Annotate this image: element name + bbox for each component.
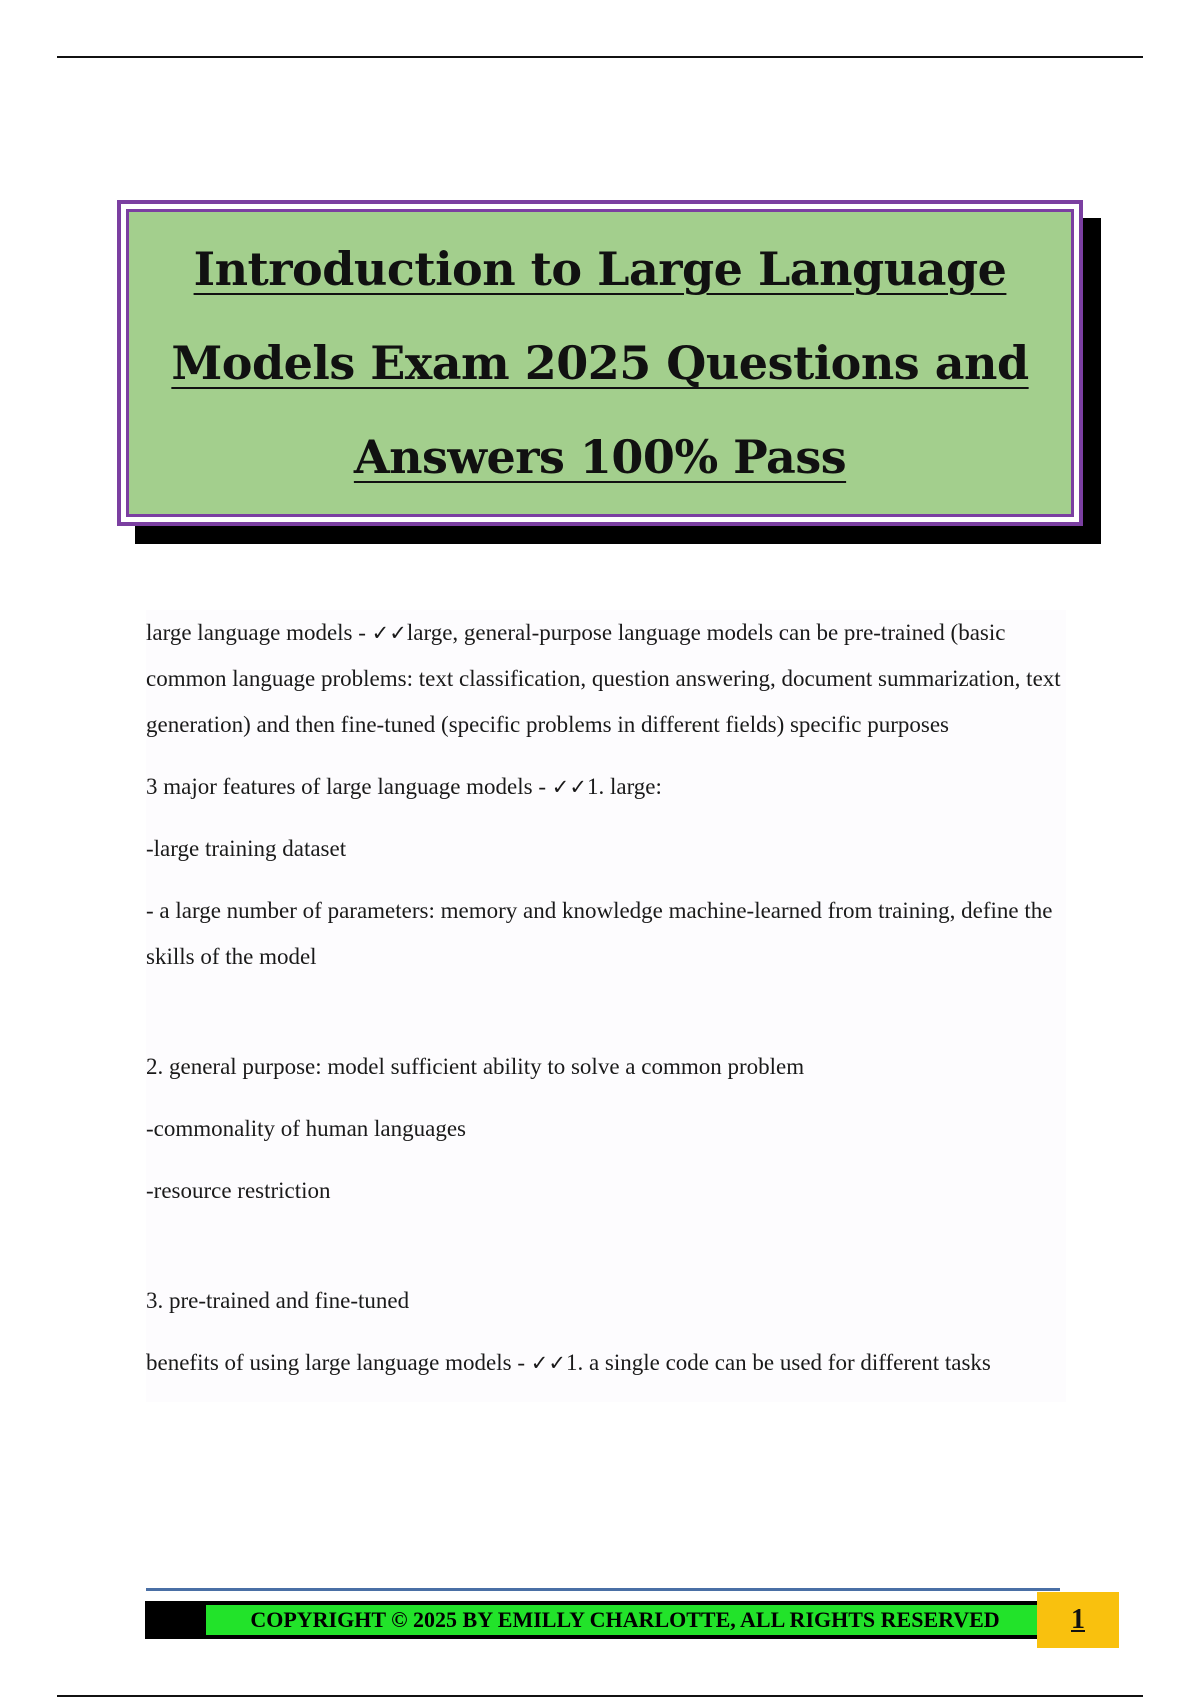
answer-text: 1. a single code can be used for different tasks bbox=[565, 1350, 991, 1375]
document-title: Introduction to Large Language Models Exam 2025 Questions and Answers 100% Pass bbox=[171, 242, 1029, 484]
paragraph-general-purpose: 2. general purpose: model sufficient ability to solve a common problem bbox=[146, 1054, 805, 1079]
answer-text: 1. large: bbox=[586, 774, 662, 799]
double-check-icon: ✓✓ bbox=[371, 621, 407, 645]
paragraph-major-features bbox=[146, 764, 1066, 810]
title-box-inner bbox=[126, 209, 1074, 517]
bottom-rule bbox=[57, 1695, 1143, 1697]
top-rule bbox=[57, 56, 1143, 58]
paragraph-commonality: -commonality of human languages bbox=[146, 1116, 467, 1141]
answer-text: large, general-purpose language models can be pre-trained (basic common language problems: text classification, question answering, document summarization, text generation) and then fine-tuned (specific problems in different fields) specific purposes bbox=[146, 620, 1061, 737]
paragraph-parameters: - a large number of parameters: memory and knowledge machine-learned from training, define the skills of the model bbox=[146, 898, 1053, 969]
copyright-notice: COPYRIGHT © 2025 BY EMILLY CHARLOTTE, ALL RIGHTS RESERVED bbox=[206, 1605, 1044, 1635]
page-number-box bbox=[1037, 1592, 1119, 1648]
paragraph-resource-restriction: -resource restriction bbox=[146, 1178, 331, 1203]
question-text: benefits of using large language models - bbox=[146, 1350, 531, 1375]
paragraph-training-dataset: -large training dataset bbox=[146, 836, 347, 861]
double-check-icon: ✓✓ bbox=[530, 1351, 566, 1375]
question-text: 3 major features of large language models - bbox=[146, 774, 552, 799]
footer-rule bbox=[146, 1588, 1060, 1591]
paragraph-llm-definition bbox=[146, 610, 1066, 748]
title-box bbox=[117, 200, 1083, 526]
paragraph-pretrained-finetuned: 3. pre-trained and fine-tuned bbox=[146, 1288, 410, 1313]
double-check-icon: ✓✓ bbox=[551, 775, 587, 799]
paragraph-benefits bbox=[146, 1340, 1066, 1386]
document-body bbox=[146, 610, 1066, 1402]
page-number: 1 bbox=[1071, 1604, 1085, 1635]
question-text: large language models - bbox=[146, 620, 372, 645]
